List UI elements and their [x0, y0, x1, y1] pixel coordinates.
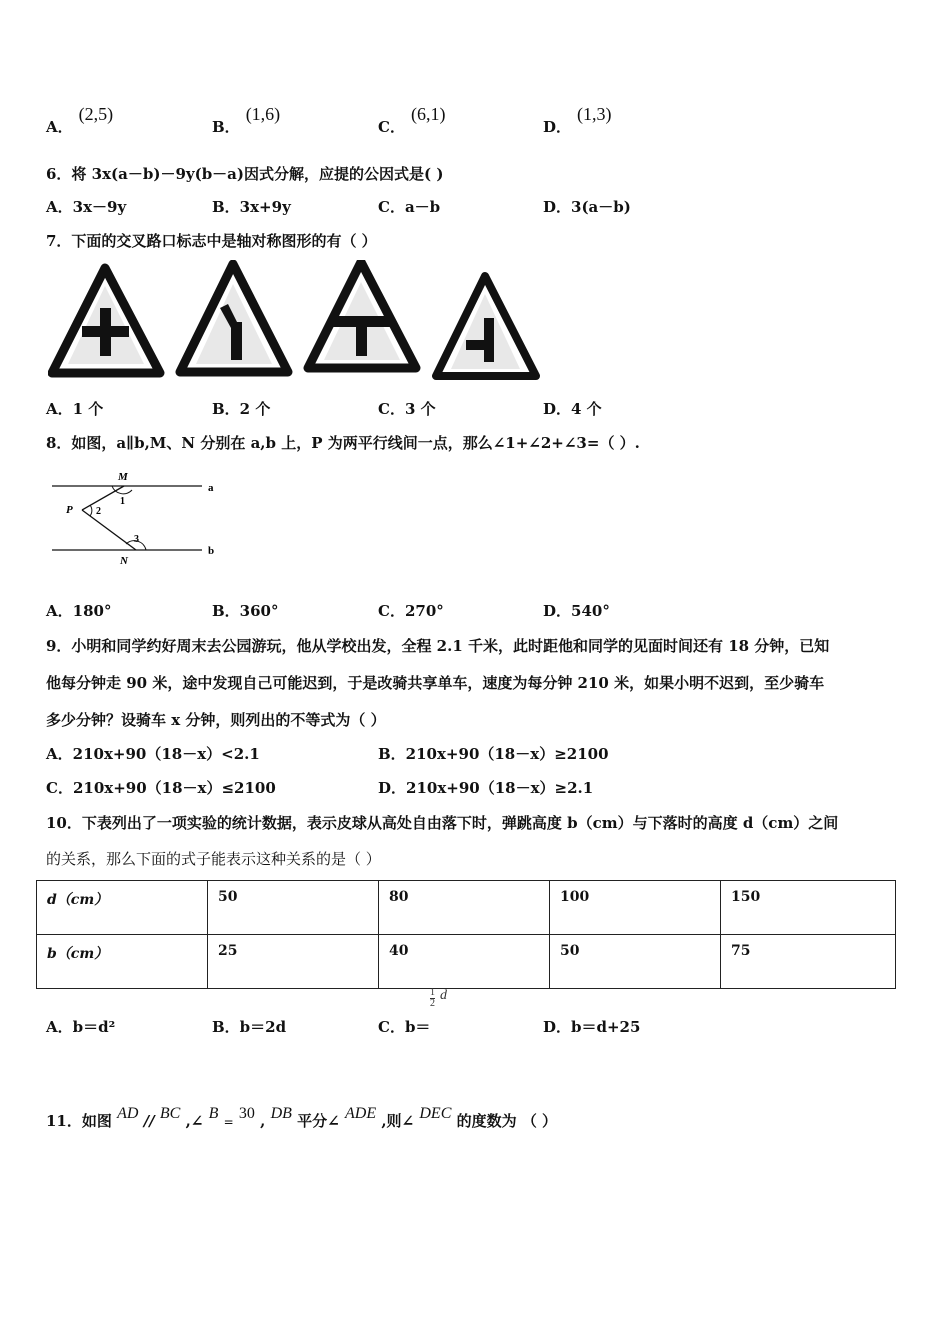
q6-option-b[interactable]: B．3x+9y: [212, 198, 291, 216]
equals-sign: =: [223, 1115, 234, 1129]
option-letter: A．: [46, 118, 73, 136]
q8-stem: 8．如图，a∥b,M、N 分别在 a,b 上，P 为两平行线间一点，那么∠1+∠2+∠3=（ ）.: [46, 434, 640, 452]
angle-value-30: 30: [238, 1105, 255, 1122]
q10-option-b[interactable]: B．b＝2d: [212, 1018, 287, 1036]
table-cell: 100: [550, 881, 721, 935]
q7-stem: 7．下面的交叉路口标志中是轴对称图形的有（ ）: [46, 232, 377, 250]
table-cell: 50: [550, 935, 721, 989]
q6-stem: 6．将 3x(a－b)－9y(b－a)因式分解，应提的公因式是( ): [46, 165, 444, 183]
table-row: [37, 935, 896, 989]
q9-line-2: 他每分钟走 90 米，途中发现自己可能迟到，于是改骑共享单车，速度为每分钟 210 米，如果小明不迟到，至少骑车: [46, 674, 825, 692]
label-m: M: [118, 471, 128, 483]
angle-b: B: [208, 1105, 219, 1122]
q7-option-d[interactable]: D．4 个: [543, 400, 602, 418]
q5-option-b[interactable]: [212, 104, 281, 137]
q8-option-b[interactable]: B．360°: [212, 602, 279, 620]
q10-line-2: 的关系，那么下面的式子能表示这种关系的是（ ）: [46, 850, 381, 868]
q5-option-a[interactable]: [46, 104, 114, 137]
road-signs-figure: [48, 260, 548, 380]
angle-2-label: 2: [96, 506, 101, 517]
q6-option-a[interactable]: A．3x－9y: [46, 198, 127, 216]
q9-option-b[interactable]: B．210x+90（18－x）≥2100: [378, 745, 609, 763]
angle-symbol: ,∠: [185, 1112, 204, 1130]
bisect-text: 平分∠: [297, 1112, 340, 1130]
option-letter: D．: [543, 118, 572, 136]
parallel-symbol: //: [143, 1112, 155, 1130]
q10-line-1: 10．下表列出了一项实验的统计数据，表示皮球从高处自由落下时，弹跳高度 b（cm）与下落时的高度 d（cm）之间: [46, 814, 839, 832]
label-n: N: [120, 555, 128, 567]
fraction-numerator: 1: [430, 987, 435, 998]
angle-1-label: 1: [120, 496, 125, 507]
option-value: (1,6): [245, 104, 281, 124]
fraction-denominator: 2: [430, 998, 435, 1009]
q9-option-c[interactable]: C．210x+90（18－x）≤2100: [46, 779, 276, 797]
q11-stem: [46, 1105, 558, 1131]
q10-option-a[interactable]: A．b＝d²: [46, 1018, 116, 1036]
q10-option-d[interactable]: D．b＝d+25: [543, 1018, 641, 1036]
option-value: (1,3): [577, 104, 612, 124]
then-text: ,则∠: [381, 1112, 415, 1130]
q8-option-d[interactable]: D．540°: [543, 602, 610, 620]
t-junction-sign-icon: [308, 262, 416, 368]
q8-option-a[interactable]: A．180°: [46, 602, 112, 620]
q5-option-c[interactable]: [378, 104, 446, 137]
left-junction-sign-icon: [436, 276, 536, 376]
q5-option-d[interactable]: [543, 104, 612, 137]
experiment-data-table: [36, 880, 896, 989]
q10-option-c[interactable]: C．b＝: [378, 1018, 431, 1036]
q8-option-c[interactable]: C．270°: [378, 602, 444, 620]
table-cell: 25: [208, 935, 379, 989]
comma: ,: [260, 1112, 266, 1130]
angle-ade: ADE: [344, 1105, 377, 1122]
table-cell: 75: [721, 935, 896, 989]
angle-dec: DEC: [419, 1105, 452, 1122]
q6-option-c[interactable]: C．a－b: [378, 198, 441, 216]
q7-option-b[interactable]: B．2 个: [212, 400, 271, 418]
cross-road-sign-icon: [52, 268, 160, 373]
option-letter: B．: [212, 118, 240, 136]
table-cell: 40: [379, 935, 550, 989]
table-cell: 50: [208, 881, 379, 935]
label-a: a: [208, 482, 214, 494]
segment-db: DB: [270, 1105, 292, 1122]
fraction-variable: d: [440, 988, 447, 1003]
side-road-sign-icon: [180, 264, 288, 372]
table-header-cell: d（cm）: [37, 881, 208, 935]
q11-suffix: 的度数为 （ ）: [456, 1112, 558, 1130]
q7-option-a[interactable]: A．1 个: [46, 400, 104, 418]
q9-line-3: 多少分钟？设骑车 x 分钟，则列出的不等式为（ ）: [46, 711, 386, 729]
option-value: (6,1): [410, 104, 446, 124]
segment-ad: AD: [117, 1105, 139, 1122]
table-cell: 150: [721, 881, 896, 935]
fraction-half-d: [430, 988, 435, 1009]
q9-line-1: 9．小明和同学约好周末去公园游玩，他从学校出发，全程 2.1 千米，此时距他和同学的见面时间还有 18 分钟，已知: [46, 637, 830, 655]
angle-3-label: 3: [134, 534, 139, 545]
q9-option-d[interactable]: D．210x+90（18－x）≥2.1: [378, 779, 594, 797]
q9-option-a[interactable]: A．210x+90（18－x）<2.1: [46, 745, 260, 763]
label-b: b: [208, 545, 215, 557]
label-p: P: [66, 504, 73, 516]
q6-option-d[interactable]: D．3(a－b): [543, 198, 631, 216]
table-row: [37, 881, 896, 935]
table-header-cell: b（cm）: [37, 935, 208, 989]
option-value: (2,5): [78, 104, 114, 124]
option-letter: C．: [378, 118, 405, 136]
segment-bc: BC: [159, 1105, 181, 1122]
q11-prefix: 11．如图: [46, 1112, 112, 1130]
table-cell: 80: [379, 881, 550, 935]
q7-option-c[interactable]: C．3 个: [378, 400, 436, 418]
parallel-lines-figure: [46, 464, 226, 574]
